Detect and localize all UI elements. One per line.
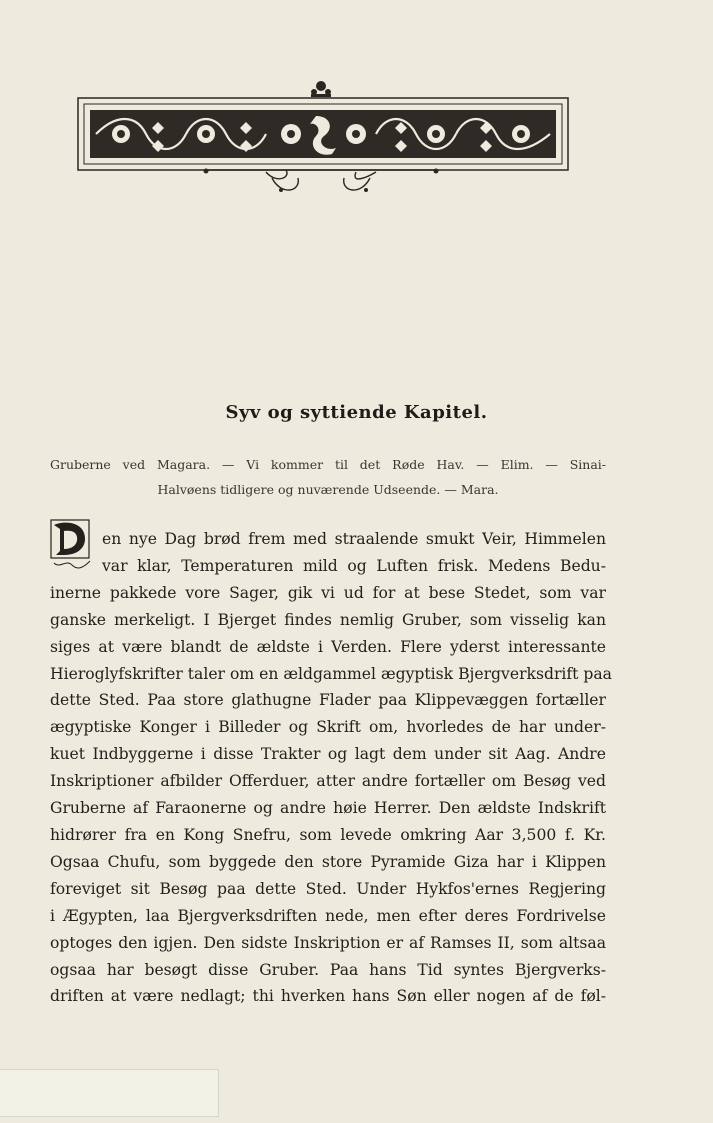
body-line: siges at være blandt de ældste i Verden. Flere yderst interessante [50, 637, 606, 656]
body-line: Ogsaa Chufu, som byggede den store Pyramide Giza har i Klippen [50, 852, 606, 871]
body-text [50, 526, 612, 1010]
body-line: Gruberne af Faraonerne og andre høie Herrer. Den ældste Indskrift [50, 799, 606, 818]
body-line: inerne pakkede vore Sager, gik vi ud for at bese Stedet, som var [50, 583, 606, 602]
dropcap-letter: D [92, 519, 93, 520]
body-line: optoges den igjen. Den sidste Inskription er af Ramses II, som altsaa [50, 933, 606, 952]
body-line: ganske merkeligt. I Bjerget findes nemlig Gruber, som visselig kan [50, 610, 606, 629]
body-line: ægyptiske Konger i Billeder og Skrift om, hvorledes de har under- [50, 718, 606, 737]
body-line: en nye Dag brød frem med straalende smukt Veir, Himmelen [102, 530, 606, 548]
library-label [0, 1069, 219, 1117]
body-line: Hieroglyfskrifter taler om en ældgammel ægyptisk Bjergverksdrift paa [50, 664, 612, 683]
body-line: kuet Indbyggerne i disse Trakter og lagt dem under sit Aag. Andre [50, 745, 606, 764]
chapter-summary [50, 452, 606, 502]
ornamental-headpiece [76, 74, 572, 204]
top-fleuron-icon [311, 81, 331, 97]
body-line: driften at være nedlagt; thi hverken hans Søn eller nogen af de føl- [50, 987, 606, 1006]
body-line: hidrører fra en Kong Snefru, som levede omkring Aar 3,500 f. Kr. [50, 825, 606, 844]
body-line: var klar, Temperaturen mild og Luften frisk. Medens Bedu- [102, 556, 606, 575]
body-line: i Ægypten, laa Bjergverksdriften nede, men efter deres Fordrivelse [50, 906, 606, 925]
body-line: Inskriptioner afbilder Offerduer, atter andre fortæller om Besøg ved [50, 772, 606, 791]
chapter-title: Syv og syttiende Kapitel. [225, 402, 488, 423]
body-line: dette Sted. Paa store glathugne Flader paa Klippevæggen fortæller [50, 691, 606, 710]
summary-line: Halvøens tidligere og nuværende Udseende. — Mara. [157, 482, 499, 497]
body-line: foreviget sit Besøg paa dette Sted. Under Hykfos'ernes Regjering [50, 879, 606, 898]
summary-line: Gruberne ved Magara. — Vi kommer til det Røde Hav. — Elim. — Sinai- [50, 457, 606, 472]
body-line: ogsaa har besøgt disse Gruber. Paa hans Tid syntes Bjergverks- [50, 960, 606, 979]
